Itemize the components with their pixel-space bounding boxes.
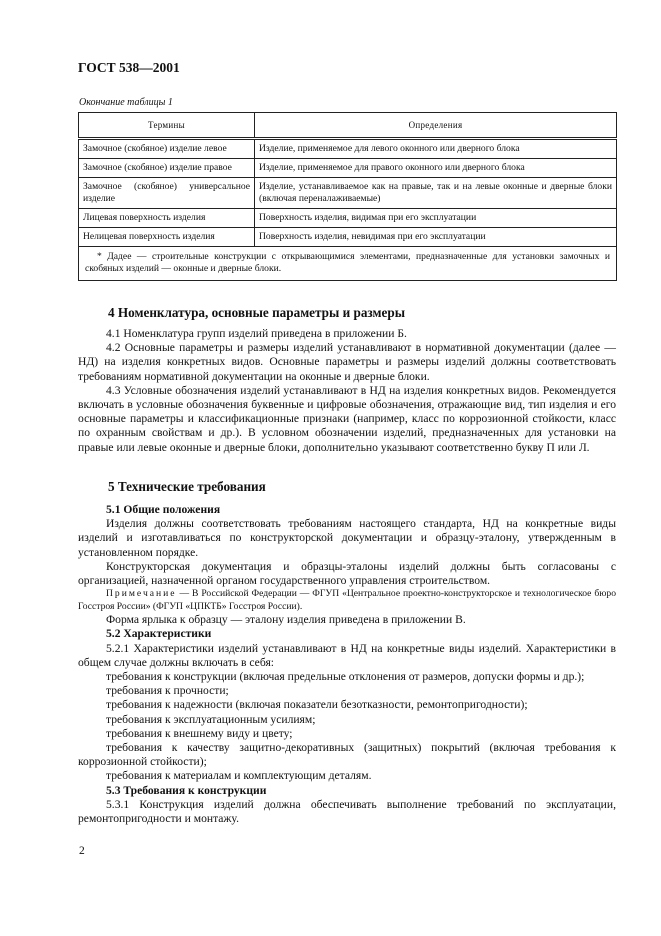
paragraph-5-2-1: 5.2.1 Характеристики изделий устанавливают в НД на конкретные виды изделий. Характеристики в общем случае должны включать в себя: [78,641,616,669]
term-cell: Замочное (скобяное) изделие правое [79,159,255,178]
note-paragraph [78,588,616,613]
subsection-5-2-heading: 5.2 Характеристики [106,627,212,641]
list-item: требования к конструкции (включая предельные отклонения от размеров, допуски формы и др.); [106,670,585,684]
table-footnote-row [79,247,617,281]
column-header-definitions: Определения [255,113,617,139]
table-row [79,228,617,247]
list-item: требования к эксплуатационным усилиям; [106,712,316,726]
list-item: требования к прочности; [106,684,229,698]
list-item: требования к надежности (включая показатели безотказности, ремонтопригодности); [106,698,528,712]
subsection-5-3-heading: 5.3 Требования к конструкции [106,783,267,797]
paragraph-4-1: 4.1 Номенклатура групп изделий приведена в приложении Б. [106,327,407,340]
terms-table [78,112,617,281]
definition-cell: Изделие, применяемое для правого оконного или дверного блока [255,159,617,178]
list-item: требования к материалам и комплектующим деталям. [106,769,372,783]
section-5-heading: 5 Технические требования [108,479,266,494]
paragraph-4-2: 4.2 Основные параметры и размеры изделий устанавливают в нормативной документации (далее — НД) на изделия конкретных видов. Основные параметры и размеры изделий должны соответствовать требованиям нормативной документации на оконные и дверные блоки. [78,341,616,383]
paragraph-5-3-1: 5.3.1 Конструкция изделий должна обеспечивать выполнение требований по эксплуатации, ремонтопригодности и монтажу. [78,797,616,826]
term-cell: Замочное (скобяное) изделие левое [79,139,255,159]
paragraph-5-1-a: Изделия должны соответствовать требованиям настоящего стандарта, НД на конкретные виды изделий и изготавливаться по конструкторской документации и образцу-эталону, утвержденным в установленном порядке. [78,517,616,559]
table-row [79,209,617,228]
term-cell: Нелицевая поверхность изделия [79,228,255,247]
section-4-heading: 4 Номенклатура, основные параметры и размеры [108,305,405,320]
document-header: ГОСТ 538—2001 [78,60,180,75]
subsection-5-1-heading: 5.1 Общие положения [106,503,221,516]
table-footnote: * Дадее — строительные конструкции с открывающимися элементами, предназначенные для установки замочных и скобяных изделий — оконные и дверные блоки. [79,247,617,281]
list-item: требования к внешнему виду и цвету; [106,726,293,740]
table-row [79,139,617,159]
table-row [79,178,617,209]
paragraph-5-1-b: Конструкторская документация и образцы-эталоны изделий должны быть согласованы с организацией, назначенной органом государственного управления строительством. [78,559,616,588]
note-label: Примечание [106,588,177,600]
column-header-terms: Термины [79,113,255,139]
page-number: 2 [79,845,85,857]
paragraph-4-3: 4.3 Условные обозначения изделий устанавливают в НД на изделия конкретных видов. Рекомендуется включать в условные обозначения буквенные и цифровые обозначения, отражающие вид, тип изделия и его основные параметры и классификационные признаки (например, класс по коррозионной стойкости, класс по охранным свойствам и др.). В условном обозначении изделий, предназначенных для установки на правые или левые оконные и дверные блоки, дополнительно указывают соответственно букву П или Л. [78,383,616,454]
definition-cell: Поверхность изделия, видимая при его эксплуатации [255,209,617,228]
definition-cell: Поверхность изделия, невидимая при его эксплуатации [255,228,617,247]
list-item: требования к качеству защитно-декоративных (защитных) покрытий (включая требования к коррозионной стойкости); [78,741,616,769]
term-cell: Лицевая поверхность изделия [79,209,255,228]
definition-cell: Изделие, устанавливаемое как на правые, так и на левые оконные и дверные блоки (включая переналаживаемые) [255,178,617,209]
table-row [79,159,617,178]
definition-cell: Изделие, применяемое для левого оконного или дверного блока [255,139,617,159]
note-text: — В Российской Федерации — ФГУП «Центральное проектно-конструкторское и технологическое бюро Госстроя России» (ФГУП «ЦПКТБ» Госстроя России). [78,588,616,612]
paragraph-5-1-c: Форма ярлыка к образцу — эталону изделия приведена в приложении В. [106,613,466,627]
section-5-body [78,503,616,826]
table-caption: Окончание таблицы 1 [79,97,173,108]
section-4-body [78,327,616,455]
table-header-row [79,113,617,139]
term-cell: Замочное (скобяное) универсальное изделие [79,178,255,209]
